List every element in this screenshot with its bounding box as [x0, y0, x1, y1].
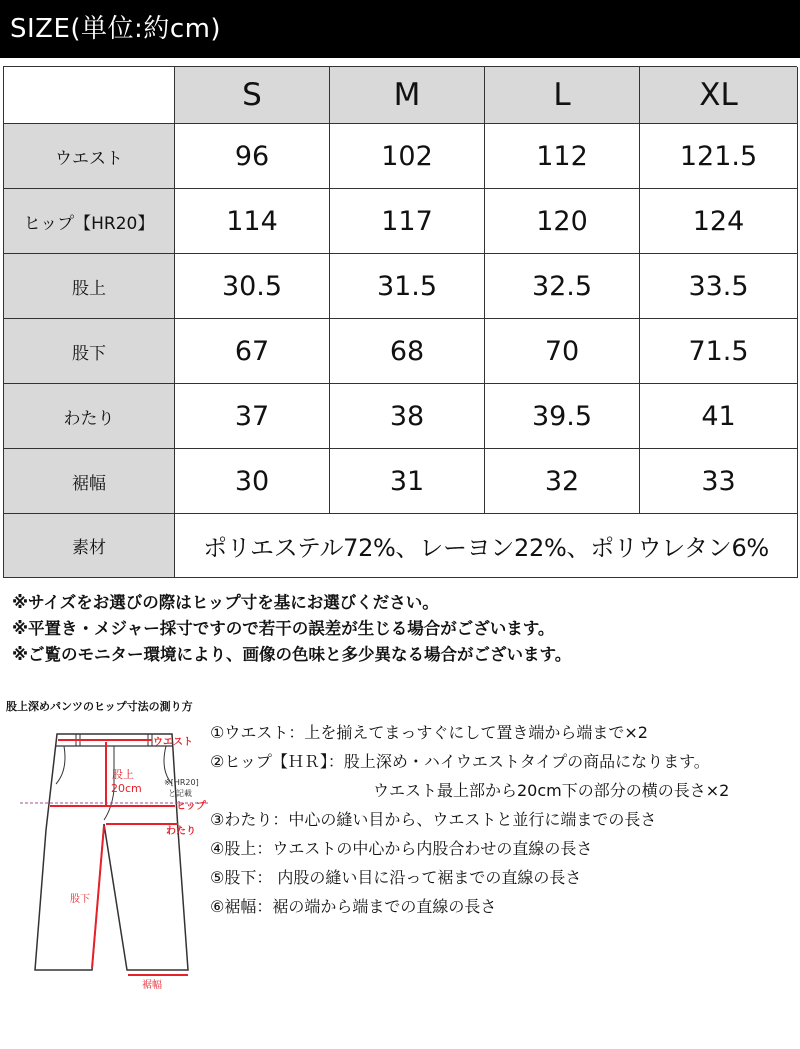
table-cell: 114 [175, 189, 330, 254]
inseam-label: 股下 [70, 894, 90, 905]
rise-sub-label: 20cm [111, 782, 142, 795]
table-cell: 37 [175, 384, 330, 449]
table-cell: 124 [640, 189, 798, 254]
measurement-explanations [210, 718, 795, 921]
explanation-line: ①ウエスト：上を揃えてまっすぐにして置き端から端まで×2 [210, 723, 648, 742]
row-label-hem: 裾幅 [4, 449, 175, 514]
explanation-line: ②ヒップ【ＨＲ】：股上深め・ハイウエストタイプの商品になります。 [210, 752, 710, 771]
table-cell: 33 [640, 449, 798, 514]
table-cell: 96 [175, 124, 330, 189]
table-cell: 67 [175, 319, 330, 384]
row-label-thigh: わたり [4, 384, 175, 449]
notes [12, 590, 792, 668]
table-cell: 121.5 [640, 124, 798, 189]
table-cell: 68 [330, 319, 485, 384]
diagram-title: 股上深めパンツのヒップ寸法の測り方 [6, 700, 193, 713]
thigh-label: わたり [166, 826, 196, 837]
row-label-material: 素材 [4, 514, 175, 578]
row-label-hip: ヒップ【HR20】 [4, 189, 175, 254]
table-corner [4, 67, 175, 124]
explanation-line: ⑥裾幅：裾の端から端までの直線の長さ [210, 897, 497, 916]
size-table [3, 66, 797, 578]
explanation-line: ウエスト最上部から20cm下の部分の横の長さ×2 [373, 781, 730, 800]
hr-note-label: ※[HR20] [164, 778, 199, 787]
table-cell: 102 [330, 124, 485, 189]
note-line: ※サイズをお選びの際はヒップ寸を基にお選びください。 [12, 593, 439, 612]
row-label-inseam: 股下 [4, 319, 175, 384]
table-cell: 30 [175, 449, 330, 514]
table-cell: 33.5 [640, 254, 798, 319]
page-title: SIZE(単位:約cm) [0, 0, 800, 58]
table-cell: 70 [485, 319, 640, 384]
row-label-waist: ウエスト [4, 124, 175, 189]
explanation-line: ④股上：ウエストの中心から内股合わせの直線の長さ [210, 839, 593, 858]
table-cell: 71.5 [640, 319, 798, 384]
table-cell: 31 [330, 449, 485, 514]
table-cell: 32 [485, 449, 640, 514]
note-line: ※ご覧のモニター環境により、画像の色味と多少異なる場合がございます。 [12, 645, 572, 664]
row-label-rise: 股上 [4, 254, 175, 319]
explanation-line: ⑤股下： 内股の縫い目に沿って裾までの直線の長さ [210, 868, 582, 887]
table-cell: 32.5 [485, 254, 640, 319]
waist-label: ウエスト [153, 737, 193, 748]
table-cell: 112 [485, 124, 640, 189]
hr-note2-label: と記載 [168, 789, 192, 798]
hem-label: 裾幅 [142, 980, 162, 991]
material-value: ポリエステル72%、レーヨン22%、ポリウレタン6% [175, 514, 798, 578]
size-header-m: M [330, 67, 485, 124]
table-cell: 30.5 [175, 254, 330, 319]
table-cell: 117 [330, 189, 485, 254]
rise-label: 股上 [112, 768, 134, 781]
pants-diagram [20, 720, 215, 1020]
size-header-l: L [485, 67, 640, 124]
size-header-xl: XL [640, 67, 798, 124]
table-cell: 120 [485, 189, 640, 254]
note-line: ※平置き・メジャー採寸ですので若干の誤差が生じる場合がございます。 [12, 619, 555, 638]
explanation-line: ③わたり：中心の縫い目から、ウエストと並行に端までの長さ [210, 810, 657, 829]
table-cell: 39.5 [485, 384, 640, 449]
table-cell: 41 [640, 384, 798, 449]
size-header-s: S [175, 67, 330, 124]
table-cell: 31.5 [330, 254, 485, 319]
table-cell: 38 [330, 384, 485, 449]
hip-label: ヒップ [176, 801, 206, 812]
